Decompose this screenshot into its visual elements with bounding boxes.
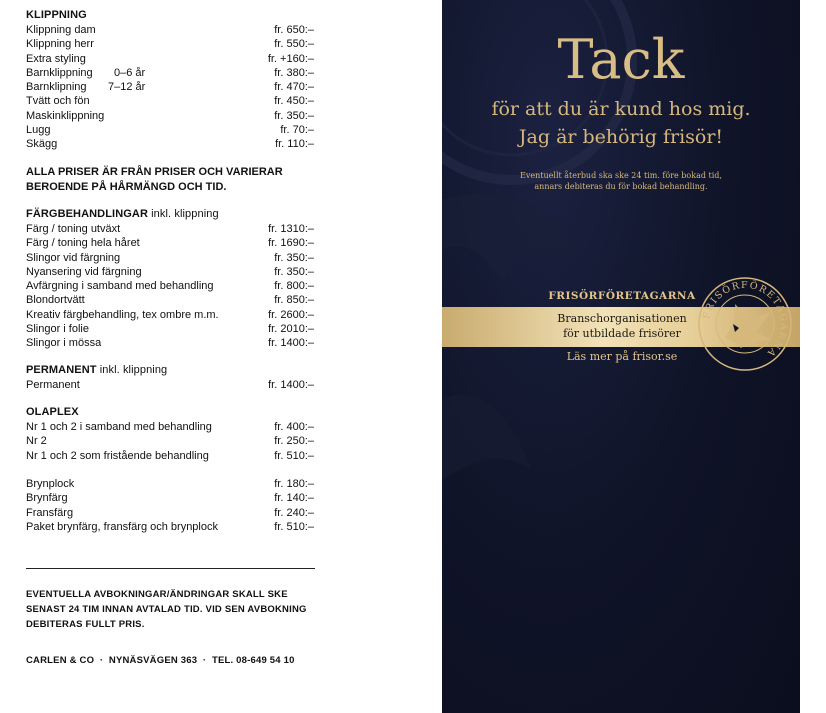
- price-row-label: Extra styling: [26, 52, 86, 65]
- tack-heading: Tack: [557, 28, 685, 91]
- price-row-label: Färg / toning utväxt: [26, 223, 121, 235]
- price-row: [26, 449, 314, 463]
- price-row-label: Slingor i folie: [26, 322, 89, 335]
- price-row-price: fr. 110:–: [275, 138, 314, 150]
- price-row-price: fr. 650:–: [274, 24, 314, 36]
- price-row: [26, 236, 314, 250]
- price-row-price: fr. 250:–: [274, 435, 314, 448]
- price-row-label: Barnklipning: [26, 81, 87, 93]
- section-title-olaplex: OLAPLEX: [26, 406, 79, 418]
- price-row-label: Nr 1 och 2 i samband med behandling: [26, 421, 212, 433]
- price-row-label: Nyansering vid färgning: [26, 265, 142, 278]
- price-row-price: fr. 1310:–: [268, 223, 314, 235]
- price-row-age: 7–12 år: [108, 81, 146, 93]
- price-row: [26, 37, 314, 51]
- price-disclaimer-line1: ALLA PRISER ÄR FRÅN PRISER OCH VARIERAR: [26, 166, 283, 178]
- price-row: [26, 23, 314, 37]
- price-row-label: Permanent: [26, 379, 80, 391]
- price-row: [26, 293, 314, 307]
- rebooking-note-line1: Eventuellt återbud ska ske 24 tim. före bokad tid,: [520, 171, 722, 180]
- price-row-price: fr. 2010:–: [268, 322, 314, 335]
- band-line1: Branschorganisationen: [557, 312, 687, 325]
- price-row-label: Paket brynfärg, fransfärg och brynplock: [26, 520, 218, 533]
- permanent-subtitle: inkl. klippning: [96, 364, 168, 376]
- price-row-label: Lugg: [26, 123, 51, 136]
- price-row-label: Brynfärg: [26, 492, 68, 505]
- price-row: [26, 265, 314, 279]
- svg-text:FRISÖRFÖRETAGARNA: FRISÖRFÖRETAGARNA: [701, 279, 790, 360]
- price-row: [26, 222, 314, 236]
- footer-contact: CARLEN & CO · NYNÄSVÄGEN 363 · TEL. 08-649 54 10: [26, 655, 295, 666]
- divider-line: [26, 568, 315, 569]
- price-row-label: Maskinklippning: [26, 109, 105, 122]
- price-row-label: Tvätt och fön: [26, 95, 90, 108]
- farg-title: FÄRGBEHANDLINGAR: [26, 208, 148, 220]
- price-row-label: Kreativ färgbehandling, tex ombre m.m.: [26, 308, 219, 321]
- price-row-price: fr. 350:–: [274, 251, 314, 264]
- price-row-price: fr. 800:–: [274, 280, 314, 292]
- price-row-label: Nr 2: [26, 435, 47, 448]
- price-row-label: Klippning herr: [26, 38, 94, 51]
- cancellation-line3: DEBITERAS FULLT PRIS.: [26, 619, 145, 630]
- price-row: [26, 109, 314, 123]
- price-row: [26, 322, 314, 336]
- cancellation-note: [26, 587, 307, 632]
- price-row: [26, 251, 314, 265]
- price-row-price: fr. 2600:–: [268, 308, 314, 321]
- org-name: FRISÖRFÖRETAGARNA: [548, 290, 696, 302]
- permanent-title: PERMANENT: [26, 364, 97, 376]
- price-disclaimer: [26, 165, 283, 195]
- price-row: [26, 80, 314, 94]
- price-row: [26, 477, 314, 491]
- thank-you-panel: [442, 0, 800, 713]
- section-title-klippning: KLIPPNING: [26, 9, 87, 21]
- price-row: [26, 123, 314, 137]
- price-row-price: fr. 510:–: [274, 520, 314, 533]
- price-row: [26, 506, 314, 520]
- price-row-price: fr. 510:–: [274, 449, 314, 462]
- website-link[interactable]: Läs mer på frisor.se: [566, 350, 678, 363]
- price-row: [26, 308, 314, 322]
- price-row: [26, 420, 314, 434]
- price-row-price: fr. 850:–: [274, 294, 314, 307]
- band-line2: för utbildade frisörer: [563, 327, 681, 340]
- price-row-label: Brynplock: [26, 478, 75, 490]
- price-row: [26, 336, 314, 350]
- section-title-farg: [26, 208, 219, 220]
- price-row-price: fr. 470:–: [274, 81, 314, 93]
- price-disclaimer-line2: BEROENDE PÅ HÅRMÄNGD OCH TID.: [26, 181, 227, 193]
- rebooking-note: [442, 170, 800, 192]
- price-row-label: Fransfärg: [26, 506, 74, 519]
- price-row-label: Barnklippning: [26, 66, 93, 79]
- tagline-line1: för att du är kund hos mig.: [491, 98, 751, 120]
- price-row: [26, 66, 314, 80]
- price-row-price: fr. 1690:–: [268, 237, 314, 250]
- price-row: [26, 434, 314, 448]
- price-row: [26, 279, 314, 293]
- price-row-price: fr. 240:–: [274, 506, 314, 519]
- cancellation-line1: EVENTUELLA AVBOKNINGAR/ÄNDRINGAR SKALL SKE: [26, 589, 288, 600]
- rebooking-note-line2: annars debiteras du för bokad behandling.: [534, 182, 708, 191]
- price-row-label: Klippning dam: [26, 24, 96, 36]
- price-row: [26, 94, 314, 108]
- section-title-permanent: [26, 364, 167, 376]
- price-row-label: Färg / toning hela håret: [26, 237, 140, 250]
- price-row: [26, 378, 314, 392]
- price-row-price: fr. 550:–: [274, 38, 314, 51]
- price-row-price: fr. 450:–: [274, 95, 314, 108]
- price-row-price: fr. 140:–: [274, 492, 314, 505]
- price-row-label: Slingor vid färgning: [26, 251, 121, 264]
- price-row-price: fr. +160:–: [267, 52, 314, 65]
- cancellation-line2: SENAST 24 TIM INNAN AVTALAD TID. VID SEN AVBOKNING: [26, 604, 307, 615]
- price-row: [26, 491, 314, 505]
- frisorforetagarna-seal-logo: [697, 276, 793, 372]
- price-row-price: fr. 400:–: [274, 421, 314, 433]
- price-row-price: fr. 350:–: [274, 265, 314, 278]
- farg-subtitle: inkl. klippning: [147, 208, 219, 220]
- price-row-label: Blondortvätt: [26, 294, 85, 307]
- right-margin: [800, 0, 826, 713]
- price-row: [26, 52, 314, 66]
- price-row-price: fr. 1400:–: [268, 379, 314, 391]
- price-row-label: Avfärgning i samband med behandling: [26, 280, 214, 292]
- price-row-label: Slingor i mössa: [26, 337, 102, 349]
- tagline-line2: Jag är behörig frisör!: [518, 126, 724, 148]
- price-row-price: fr. 1400:–: [268, 337, 314, 349]
- price-row-label: Nr 1 och 2 som fristående behandling: [26, 449, 209, 462]
- price-row: [26, 520, 314, 534]
- price-row-label: Skägg: [26, 138, 58, 150]
- price-row-price: fr. 380:–: [274, 66, 314, 79]
- price-row-price: fr. 350:–: [274, 109, 314, 122]
- price-row: [26, 137, 314, 151]
- price-row-price: fr. 180:–: [274, 478, 314, 490]
- price-row-age: 0–6 år: [114, 66, 146, 79]
- price-row-price: fr. 70:–: [280, 123, 314, 136]
